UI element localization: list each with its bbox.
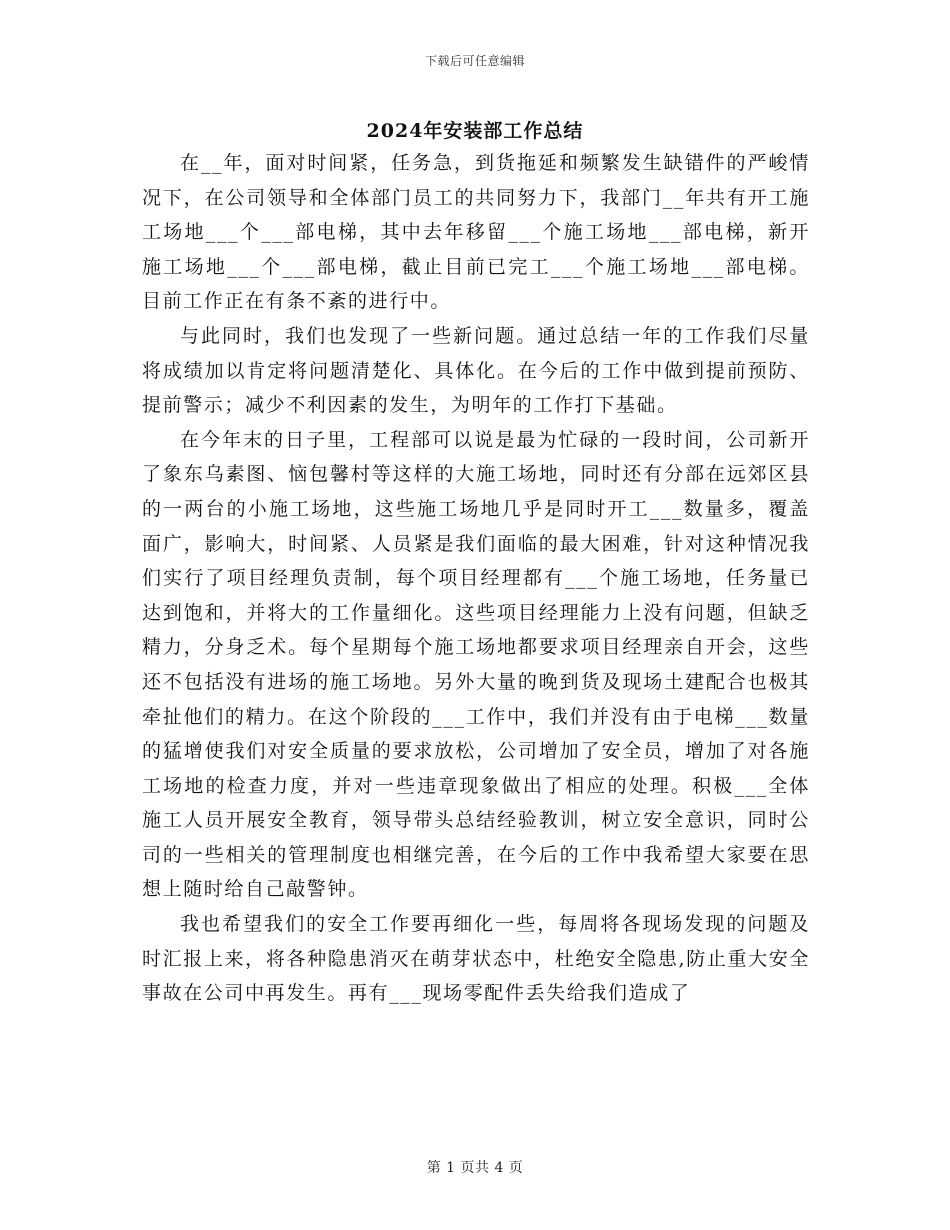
paragraph-1: 在__年，面对时间紧，任务急，到货拖延和频繁发生缺错件的严峻情况下，在公司领导和全体部门员工的共同努力下，我部门__年共有开工施工场地___个___部电梯，其中去年移留___个施工场地___部电梯，新开施工场地___个___部电梯，截止目前已完工___个施工场地___部电梯。目前工作正在有条不紊的进行中。 (142, 152, 810, 313)
paragraph-4: 我也希望我们的安全工作要再细化一些，每周将各现场发现的问题及时汇报上来，将各种隐患消灭在萌芽状态中，杜绝安全隐患,防止重大安全事故在公司中再发生。再有___现场零配件丢失给我们造成了 (142, 913, 810, 1005)
document-title: 2024年安装部工作总结 (366, 120, 584, 142)
paragraph-3: 在今年末的日子里，工程部可以说是最为忙碌的一段时间，公司新开了象东乌素图、恼包馨村等这样的大施工场地，同时还有分部在远郊区县的一两台的小施工场地，这些施工场地几乎是同时开工___数量多，覆盖面广，影响大，时间紧、人员紧是我们面临的最大困难，针对这种情况我们实行了项目经理负责制，每个项目经理都有___个施工场地，任务量已达到饱和，并将大的工作量细化。这些项目经理能力上没有问题，但缺乏精力，分身乏术。每个星期每个施工场地都要求项目经理亲自开会，这些还不包括没有进场的施工场地。另外大量的晚到货及现场土建配合也极其牵扯他们的精力。在这个阶段的___工作中，我们并没有由于电梯___数量的猛增使我们对安全质量的要求放松，公司增加了安全员，增加了对各施工场地的检查力度，并对一些违章现象做出了相应的处理。积极___全体施工人员开展安全教育，领导带头总结经验教训，树立安全意识，同时公司的一些相关的管理制度也相继完善，在今后的工作中我希望大家要在思想上随时给自己敲警钟。 (142, 428, 810, 901)
document-body (142, 146, 810, 1011)
paragraph-2: 与此同时，我们也发现了一些新问题。通过总结一年的工作我们尽量将成绩加以肯定将问题清楚化、具体化。在今后的工作中做到提前预防、提前警示；减少不利因素的发生，为明年的工作打下基础。 (142, 324, 810, 417)
header-note: 下载后可任意编辑 (424, 54, 525, 68)
page-footer: 第 1 页共 4 页 (426, 1160, 524, 1176)
